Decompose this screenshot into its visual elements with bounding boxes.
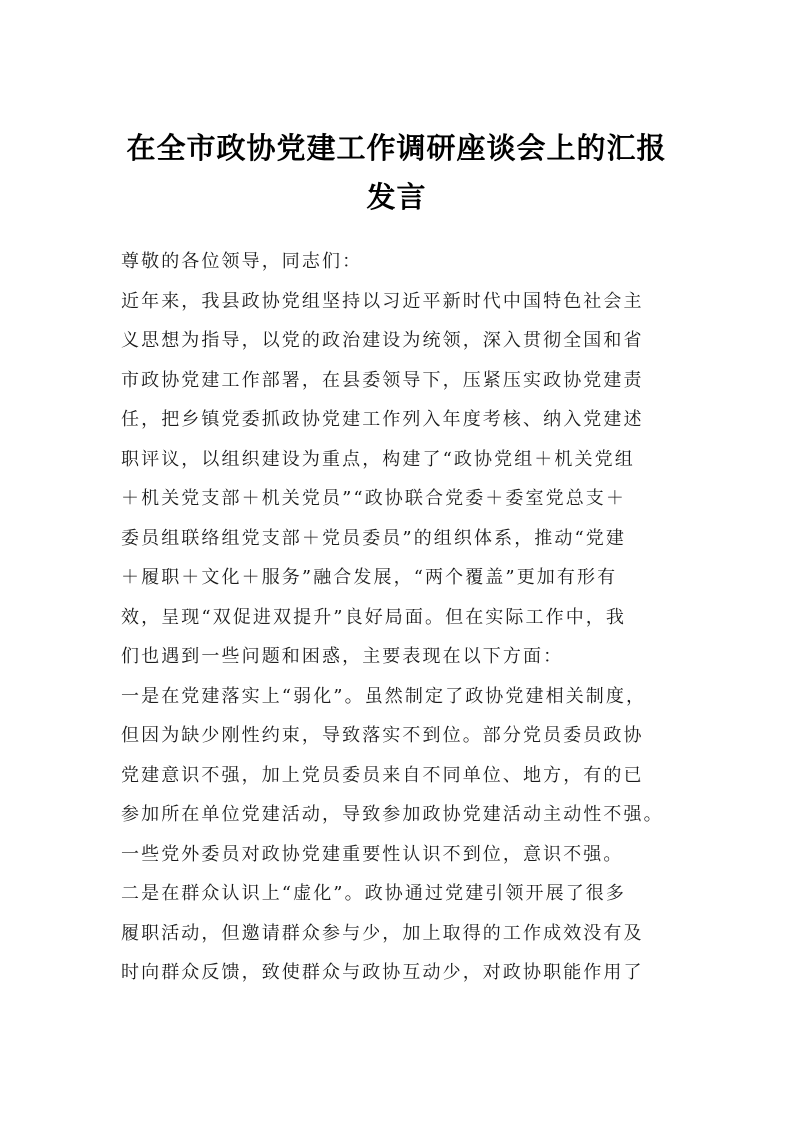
paragraph-line: ＋履职＋文化＋服务”融合发展，“两个覆盖”更加有形有 — [121, 567, 618, 588]
paragraph-line: 效，呈现“双促进双提升”良好局面。但在实际工作中，我 — [121, 606, 627, 628]
paragraph-line: 任，把乡镇党委抓政协党建工作列入年度考核、纳入党建述 — [121, 409, 644, 430]
paragraph-line: 时向群众反馈，致使群众与政协互动少，对政协职能作用了 — [121, 962, 644, 983]
paragraph-line: 近年来，我县政协党组坚持以习近平新时代中国特色社会主 — [121, 290, 644, 312]
paragraph-line: ＋机关党支部＋机关党员”“政协联合党委＋委室党总支＋ — [121, 488, 627, 509]
paragraph-line: 履职活动，但邀请群众参与少，加上取得的工作成效没有及 — [121, 922, 644, 944]
paragraph-line: 委员组联络组党支部＋党员委员”的组织体系，推动“党建 — [121, 527, 627, 549]
salutation: 尊敬的各位领导，同志们： — [121, 251, 363, 272]
paragraph-line: 二是在群众认识上“虚化”。政协通过党建引领开展了很多 — [121, 883, 627, 904]
paragraph-line: 职评议，以组织建设为重点，构建了“政协党组＋机关党组 — [121, 448, 635, 470]
document-body — [121, 242, 681, 993]
document-title-continuation: 发言 — [366, 180, 427, 214]
paragraph-line: 一些党外委员对政协党建重要性认识不到位，意识不强。 — [121, 843, 624, 865]
document-title: 在全市政协党建工作调研座谈会上的汇报 — [126, 131, 667, 165]
paragraph-line: 义思想为指导，以党的政治建设为统领，深入贯彻全国和省 — [121, 330, 644, 351]
paragraph-line: 市政协党建工作部署，在县委领导下，压紧压实政协党建责 — [121, 369, 644, 391]
paragraph-line: 党建意识不强，加上党员委员来自不同单位、地方，有的已 — [121, 764, 644, 786]
paragraph-line: 们也遇到一些问题和困惑，主要表现在以下方面： — [121, 646, 564, 667]
paragraph-line: 参加所在单位党建活动，导致参加政协党建活动主动性不强。 — [121, 804, 664, 825]
paragraph-line: 一是在党建落实上“弱化”。虽然制定了政协党建相关制度， — [121, 685, 647, 707]
paragraph-line: 但因为缺少刚性约束，导致落实不到位。部分党员委员政协 — [121, 725, 644, 746]
